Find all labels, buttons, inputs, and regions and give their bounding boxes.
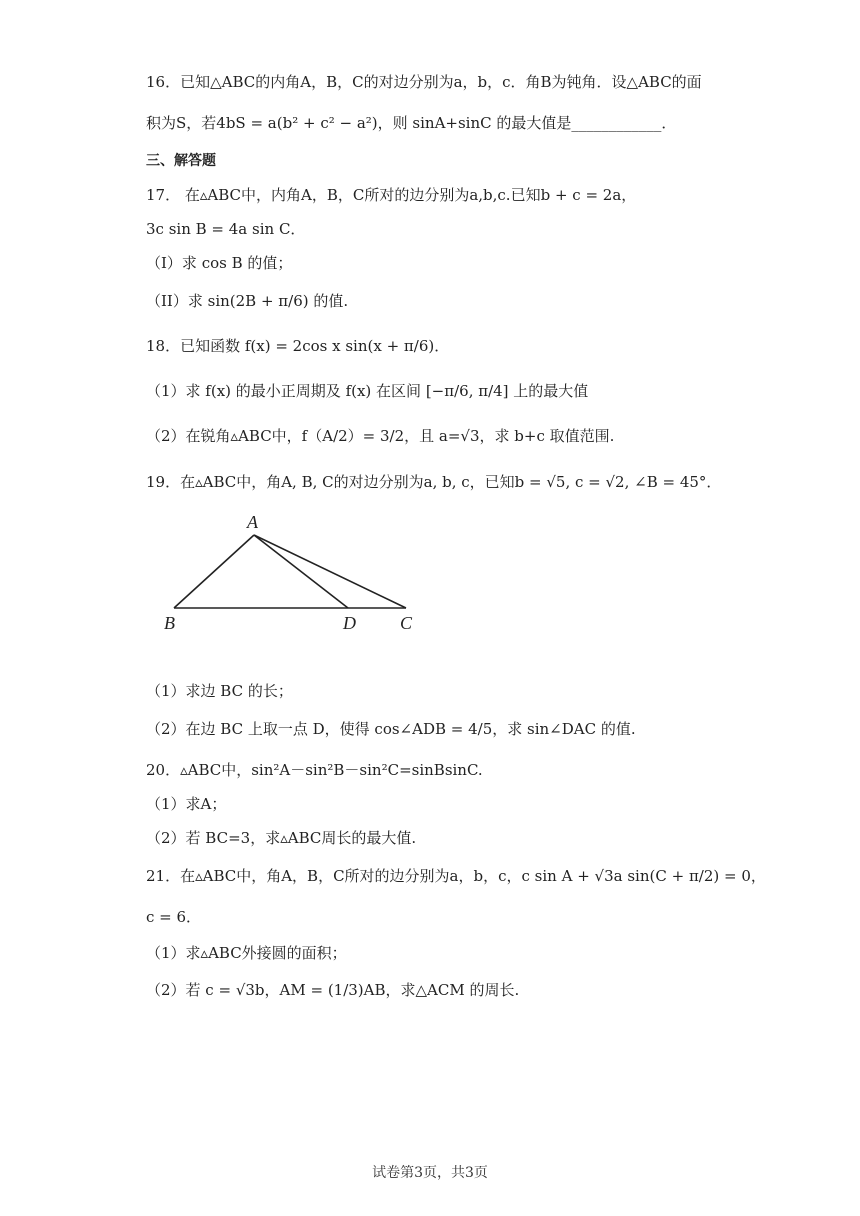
p18-line1: 18．已知函数 f(x) = 2cos x sin(x + π/6)． xyxy=(146,337,450,355)
p16-line1: 16．已知△ABC的内角A，B，C的对边分别为a，b，c．角B为钝角．设△ABC的面 xyxy=(146,73,702,91)
p20-q2: （2）若 BC=3，求▵ABC周长的最大值. xyxy=(146,829,417,847)
vertex-label-a: A xyxy=(247,512,258,532)
p20-q1: （1）求A； xyxy=(146,795,227,813)
vertex-label-b: B xyxy=(164,613,175,633)
p16-line2: 积为S，若4bS = a(b² + c² − a²)，则 sinA+sinC 的最大值是____________． xyxy=(146,114,677,132)
triangle-figure xyxy=(150,505,440,640)
vertex-label-c: C xyxy=(400,613,413,633)
p18-q1: （1）求 f(x) 的最小正周期及 f(x) 在区间 [−π/6, π/4] 上的最大值 xyxy=(146,382,589,400)
p17-line1: 17． 在▵ABC中，内角A，B，C所对的边分别为a,b,c.已知b + c = 2a， xyxy=(146,186,637,204)
p21-q2: （2）若 c = √3b，AM = (1/3)AB，求△ACM 的周长. xyxy=(146,981,520,999)
p19-line1: 19．在▵ABC中，角A, B, C的对边分别为a, b, c，已知b = √5, c = √2, ∠B = 45°． xyxy=(146,473,722,491)
p19-q2: （2）在边 BC 上取一点 D，使得 cos∠ADB = 4/5，求 sin∠DAC 的值. xyxy=(146,720,636,738)
edge-ba xyxy=(174,535,254,608)
p21-q1: （1）求▵ABC外接圆的面积； xyxy=(146,944,347,962)
p17-q1: （I）求 cos B 的值； xyxy=(146,254,293,272)
page-footer: 试卷第3页，共3页 xyxy=(372,1165,488,1181)
p18-q2: （2）在锐角▵ABC中，f（A/2）= 3/2，且 a=√3，求 b+c 取值范围. xyxy=(146,427,615,445)
p17-q2: （II）求 sin(2B + π/6) 的值. xyxy=(146,292,349,310)
p21-line2: c = 6． xyxy=(146,908,202,926)
edge-ac xyxy=(254,535,406,608)
p20-line1: 20．▵ABC中，sin²A－sin²B－sin²C=sinBsinC. xyxy=(146,761,483,779)
p19-q1: （1）求边 BC 的长； xyxy=(146,682,293,700)
vertex-label-d: D xyxy=(343,613,356,633)
section-heading: 三、解答题 xyxy=(146,153,216,169)
p21-line1: 21．在▵ABC中，角A，B，C所对的边分别为a，b，c，c sin A + √3a sin(C + π/2) = 0， xyxy=(146,867,766,885)
edge-ad xyxy=(254,535,348,608)
p17-line2: 3c sin B = 4a sin C． xyxy=(146,220,306,238)
